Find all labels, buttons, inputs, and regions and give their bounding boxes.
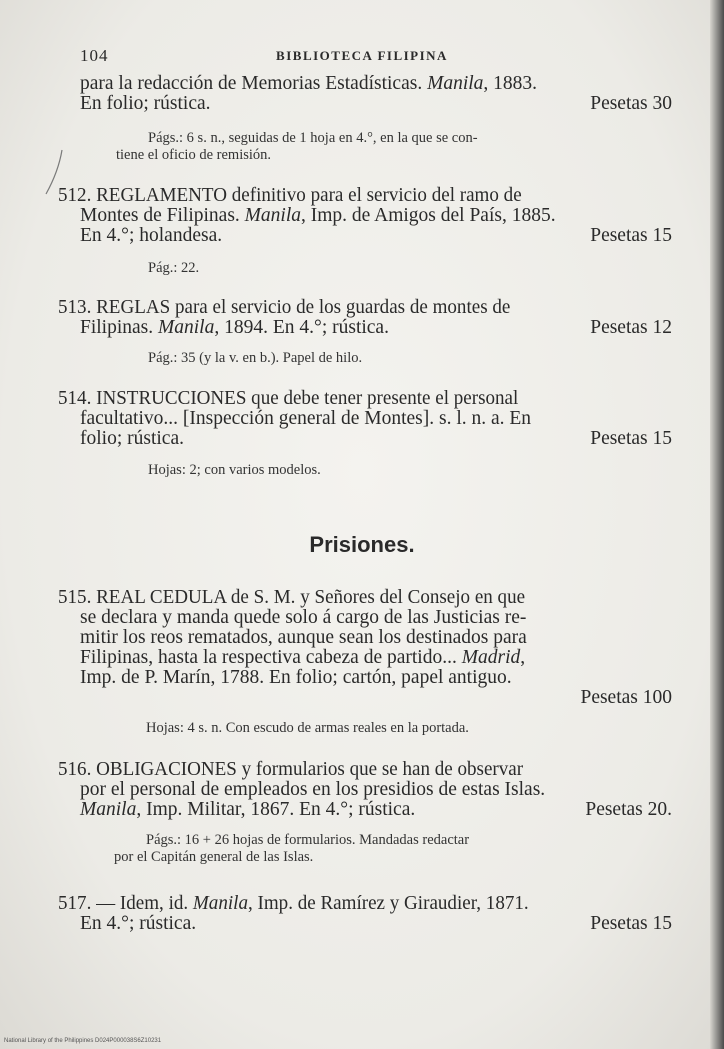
scan-footer: National Library of the Philippines D024P000038S6Z10231 [4, 1038, 162, 1044]
entry-516 [58, 759, 672, 820]
entry-line: 512. REGLAMENTO definitivo para el servicio del ramo de [58, 185, 522, 206]
entry-line: 516. OBLIGACIONES y formularios que se han de observar [58, 759, 524, 780]
entry-continuation [80, 74, 672, 114]
entry-line: para la redacción de Memorias Estadísticas. Manila, 1883. [80, 73, 538, 94]
entry-512 [58, 185, 672, 246]
running-head [0, 46, 724, 70]
entry-note: Págs.: 16 + 26 hojas de formularios. Mandadas redactar por el Capitán general de las Islas. [114, 832, 470, 865]
price: Pesetas 30 [590, 93, 672, 114]
entry-note: Pág.: 35 (y la v. en b.). Papel de hilo. [148, 350, 363, 366]
price: Pesetas 15 [590, 428, 672, 449]
entry-line: En 4.°; holandesa. Pesetas 15 [80, 225, 672, 246]
entry-line: folio; rústica. Pesetas 15 [80, 428, 672, 449]
price: Pesetas 100 [580, 687, 672, 708]
entry-line: mitir los reos rematados, aunque sean los destinados para [80, 627, 527, 648]
page-number: 104 [80, 46, 109, 65]
entry-line: En folio; rústica. Pesetas 30 [80, 93, 672, 114]
entry-line: Imp. de P. Marín, 1788. En folio; cartón, papel antiguo. [80, 667, 512, 688]
price: Pesetas 15 [590, 913, 672, 934]
entry-514 [58, 388, 672, 449]
entry-line [80, 688, 672, 708]
price: Pesetas 15 [590, 225, 672, 246]
price: Pesetas 12 [590, 317, 672, 338]
entry-line: Montes de Filipinas. Manila, Imp. de Amigos del País, 1885. [80, 205, 556, 226]
entry-line: 514. INSTRUCCIONES que debe tener presente el personal [58, 388, 519, 409]
entry-line: Manila, Imp. Militar, 1867. En 4.°; rústica. Pesetas 20. [80, 799, 672, 820]
entry-line: se declara y manda quede solo á cargo de las Justicias re- [80, 607, 527, 628]
entry-note: Págs.: 6 s. n., seguidas de 1 hoja en 4.°, en la que se con- tiene el oficio de remisión. [116, 130, 478, 163]
entry-line: 513. REGLAS para el servicio de los guardas de montes de [58, 297, 511, 318]
entry-513 [58, 297, 672, 338]
entry-line: 515. REAL CEDULA de S. M. y Señores del Consejo en que [58, 587, 526, 608]
entry-line: En 4.°; rústica. Pesetas 15 [80, 913, 672, 934]
entry-517 [58, 893, 672, 934]
section-title: Prisiones. [309, 532, 415, 557]
entry-note: Pág.: 22. [148, 260, 200, 276]
entry-515 [58, 587, 672, 708]
page-edge-shadow [710, 0, 724, 1049]
entry-line: 517. — Idem, id. Manila, Imp. de Ramírez y Giraudier, 1871. [58, 893, 529, 914]
price: Pesetas 20. [585, 799, 672, 820]
entry-line: Filipinas, hasta la respectiva cabeza de partido... Madrid, [80, 647, 526, 668]
running-title: BIBLIOTECA FILIPINA [276, 48, 448, 63]
entry-note: Hojas: 4 s. n. Con escudo de armas reales en la portada. [146, 720, 469, 736]
entry-line: por el personal de empleados en los presidios de estas Islas. [80, 779, 546, 800]
entry-line: Filipinas. Manila, 1894. En 4.°; rústica. Pesetas 12 [80, 317, 672, 338]
entry-note: Hojas: 2; con varios modelos. [148, 462, 321, 478]
entry-line: facultativo... [Inspección general de Montes]. s. l. n. a. En [80, 408, 532, 429]
